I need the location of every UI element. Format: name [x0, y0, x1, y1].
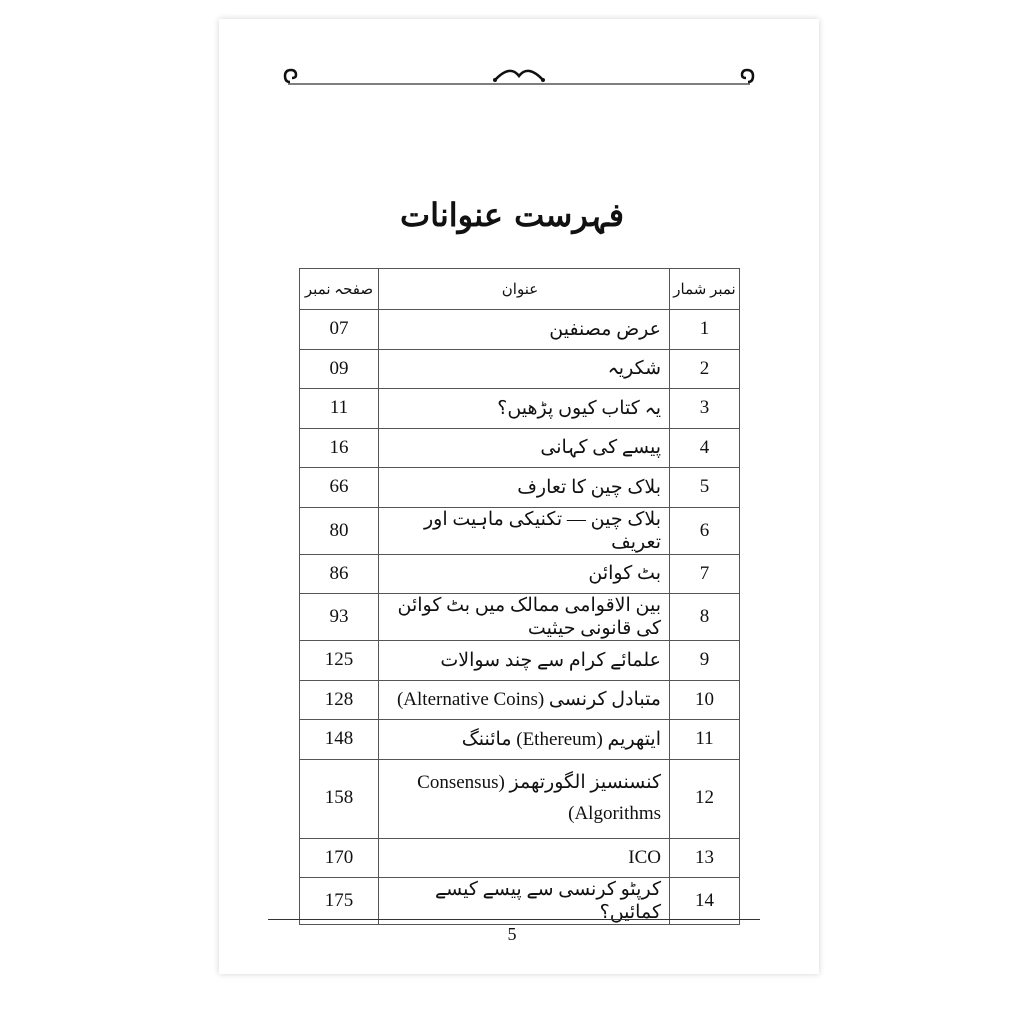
row-page: 148: [300, 720, 379, 760]
row-num: 13: [670, 838, 740, 878]
row-title: کنسنسیز الگورتھمز (Consensus Algorithms): [379, 759, 670, 838]
row-title: بٹ کوائن: [379, 554, 670, 594]
row-num: 9: [670, 641, 740, 681]
row-num: 12: [670, 759, 740, 838]
row-title: عرض مصنفین: [379, 310, 670, 350]
row-title: بلاک چین کا تعارف: [379, 468, 670, 508]
row-page: 80: [300, 507, 379, 554]
row-page: 09: [300, 349, 379, 389]
row-page: 125: [300, 641, 379, 681]
header-page-number: صفحہ نمبر: [300, 269, 379, 310]
row-page: 128: [300, 680, 379, 720]
page-number: 5: [507, 924, 517, 944]
row-num: 7: [670, 554, 740, 594]
row-title: علمائے کرام سے چند سوالات: [379, 641, 670, 681]
table-row: [300, 507, 740, 554]
row-title: ایتھریم (Ethereum) مائننگ: [379, 720, 670, 760]
row-num: 4: [670, 428, 740, 468]
row-title: شکریہ: [379, 349, 670, 389]
row-num: 6: [670, 507, 740, 554]
table-header-row: [300, 269, 740, 310]
row-page: 170: [300, 838, 379, 878]
table-row: [300, 349, 740, 389]
row-num: 1: [670, 310, 740, 350]
row-page: 11: [300, 389, 379, 429]
decorative-divider-icon: [280, 60, 758, 90]
table-row: [300, 428, 740, 468]
table-row: [300, 759, 740, 838]
row-page: 93: [300, 594, 379, 641]
page-title: فہرست عنوانات: [399, 196, 625, 234]
row-title: ICO: [379, 838, 670, 878]
row-title: متبادل کرنسی (Alternative Coins): [379, 680, 670, 720]
row-title: یہ کتاب کیوں پڑھیں؟: [379, 389, 670, 429]
table-row: [300, 389, 740, 429]
table-row: [300, 468, 740, 508]
table-row: [300, 554, 740, 594]
row-title: بلاک چین — تکنیکی ماہیت اور تعریف: [379, 507, 670, 554]
row-num: 3: [670, 389, 740, 429]
row-num: 10: [670, 680, 740, 720]
table-row: [300, 720, 740, 760]
row-num: 11: [670, 720, 740, 760]
table-row: [300, 680, 740, 720]
header-serial-number: نمبر شمار: [670, 269, 740, 310]
row-page: 175: [300, 878, 379, 925]
footer-divider: [268, 919, 760, 920]
row-page: 16: [300, 428, 379, 468]
row-page: 158: [300, 759, 379, 838]
row-page: 07: [300, 310, 379, 350]
table-row: [300, 594, 740, 641]
row-page: 66: [300, 468, 379, 508]
row-title: بین الاقوامی ممالک میں بٹ کوائن کی قانونی حیثیت: [379, 594, 670, 641]
row-title: کرپٹو کرنسی سے پیسے کیسے کمائیں؟: [379, 878, 670, 925]
row-num: 14: [670, 878, 740, 925]
table-row: [300, 641, 740, 681]
table-row: [300, 838, 740, 878]
table-row: [300, 310, 740, 350]
row-num: 8: [670, 594, 740, 641]
table-of-contents: [299, 268, 740, 925]
row-title: پیسے کی کہانی: [379, 428, 670, 468]
header-title: عنوان: [379, 269, 670, 310]
row-page: 86: [300, 554, 379, 594]
row-num: 2: [670, 349, 740, 389]
table-row: [300, 878, 740, 925]
row-num: 5: [670, 468, 740, 508]
